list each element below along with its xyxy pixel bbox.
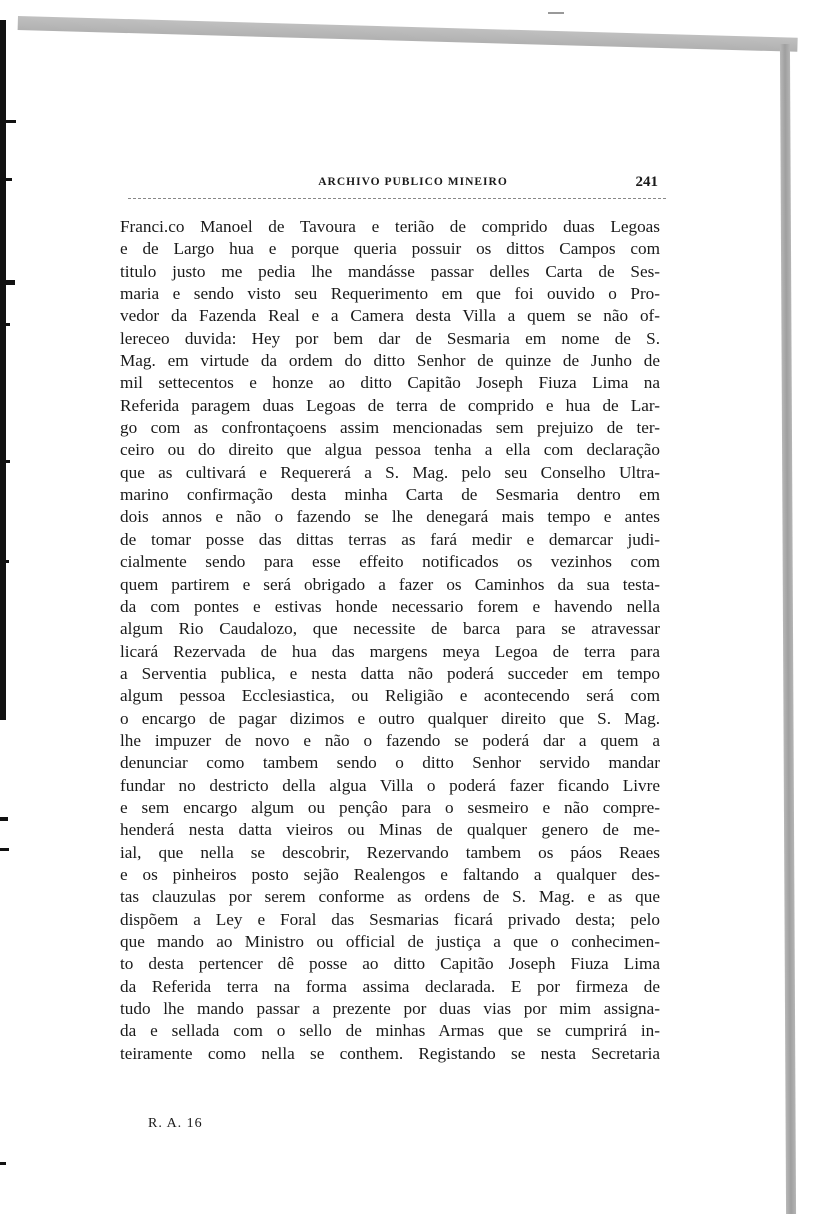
text-line: e de Largo hua e porque queria possuir os dittos Campos com — [120, 239, 660, 259]
text-line: go com as confrontaçoens assim mencionadas sem prejuizo de ter- — [120, 418, 660, 438]
text-line: Referida paragem duas Legoas de terra de comprido e hua de Lar- — [120, 395, 660, 415]
text-line: Franci.co Manoel de Tavoura e terião de comprido duas Legoas — [120, 217, 660, 236]
text-line: maria e sendo visto seu Requerimento em que foi ouvido o Pro- — [120, 284, 660, 304]
page-number: 241 — [635, 174, 658, 190]
text-line: que as cultivará e Requererá a S. Mag. pelo seu Conselho Ultra- — [120, 462, 660, 482]
text-line: que mando ao Ministro ou official de justiça a que o conhecimen- — [120, 932, 660, 951]
page-header — [120, 174, 660, 196]
text-line: marino confirmação desta minha Carta de Sesmaria dentro em — [120, 485, 660, 505]
spine-mark — [0, 817, 8, 821]
text-line: cialmente sendo para esse effeito notificados os vezinhos com — [120, 552, 660, 572]
text-line: e os pinheiros posto sejão Realengos e faltando a qualquer des- — [120, 864, 660, 884]
spine-mark — [0, 460, 10, 463]
page-top-edge-shadow — [18, 16, 798, 52]
scan-artifact — [548, 12, 564, 14]
text-line: da e sellada com o sello de minhas Armas que se cumprirá in- — [120, 1021, 660, 1041]
text-line: ceiro ou do direito que algua pessoa tenha a ella com declaração — [120, 440, 660, 460]
text-line: de tomar posse das dittas terras as fará medir e demarcar judi- — [120, 529, 660, 549]
page-right-edge-shadow — [780, 44, 796, 1214]
header-rule — [128, 198, 666, 199]
text-line: algum pessoa Ecclesiastica, ou Religião e acontecendo será com — [120, 686, 660, 706]
signature-mark: R. A. 16 — [148, 1116, 203, 1131]
text-line: dois annos e não o fazendo se lhe denegará mais tempo e antes — [120, 507, 660, 527]
spine-mark — [0, 848, 9, 851]
spine-mark — [0, 1162, 6, 1165]
text-line: lhe impuzer de novo e não o fazendo se poderá dar a quem a — [120, 730, 660, 750]
text-line: titulo justo me pedia lhe mandásse passar delles Carta de Ses- — [120, 261, 660, 281]
spine-mark — [0, 120, 16, 123]
text-line: licará Rezervada de hua das margens meya Legoa de terra para — [120, 641, 660, 661]
text-line: dispõem a Ley e Foral das Sesmarias ficará privado desta; pelo — [120, 909, 660, 929]
text-line: tas clauzulas por serem conforme as ordens de S. Mag. e as que — [120, 887, 660, 907]
text-line: a Serventia publica, e nesta datta não poderá succeder em tempo — [120, 663, 660, 683]
running-head: ARCHIVO PUBLICO MINEIRO — [318, 176, 508, 188]
text-line: to desta pertencer dê posse ao ditto Capitão Joseph Fiuza Lima — [120, 954, 660, 974]
text-line: denunciar como tambem sendo o ditto Senhor servido mandar — [120, 753, 660, 773]
spine-mark — [0, 323, 10, 326]
text-line: tudo lhe mando passar a prezente por duas vias por mim assigna- — [120, 999, 660, 1019]
text-line: e sem encargo algum ou pençâo para o sesmeiro e não compre- — [120, 797, 660, 817]
text-line: da com pontes e estivas honde necessario forem e havendo nella — [120, 596, 660, 616]
text-line: lereceo duvida: Hey por bem dar de Sesmaria em nome de S. — [120, 328, 660, 348]
text-line: mil settecentos e honze ao ditto Capitão Joseph Fiuza Lima na — [120, 373, 660, 393]
text-line: o encargo de pagar dizimos e outro qualquer direito que S. Mag. — [120, 708, 660, 728]
text-line: quem partirem e será obrigado a fazer os Caminhos da sua testa- — [120, 574, 660, 594]
spine-mark — [0, 178, 12, 181]
text-line: fundar no destricto della algua Villa o poderá fazer ficando Livre — [120, 775, 660, 795]
spine-mark — [0, 560, 9, 563]
text-line: henderá nesta datta vieiros ou Minas de qualquer genero de me- — [120, 820, 660, 840]
text-line: vedor da Fazenda Real e a Camera desta Villa a quem se não of- — [120, 306, 660, 326]
document-body — [120, 216, 660, 1065]
text-line: da Referida terra na forma assima declarada. E por firmeza de — [120, 976, 660, 996]
text-line: Mag. em virtude da ordem do ditto Senhor de quinze de Junho de — [120, 351, 660, 371]
text-line: teiramente como nella se conthem. Registando se nesta Secretaria — [120, 1043, 660, 1063]
book-spine-edge — [0, 20, 6, 720]
spine-mark — [0, 280, 15, 285]
text-line: ial, que nella se descobrir, Rezervando tambem os páos Reaes — [120, 842, 660, 862]
text-line: algum Rio Caudalozo, que necessite de barca para se atravessar — [120, 619, 660, 639]
